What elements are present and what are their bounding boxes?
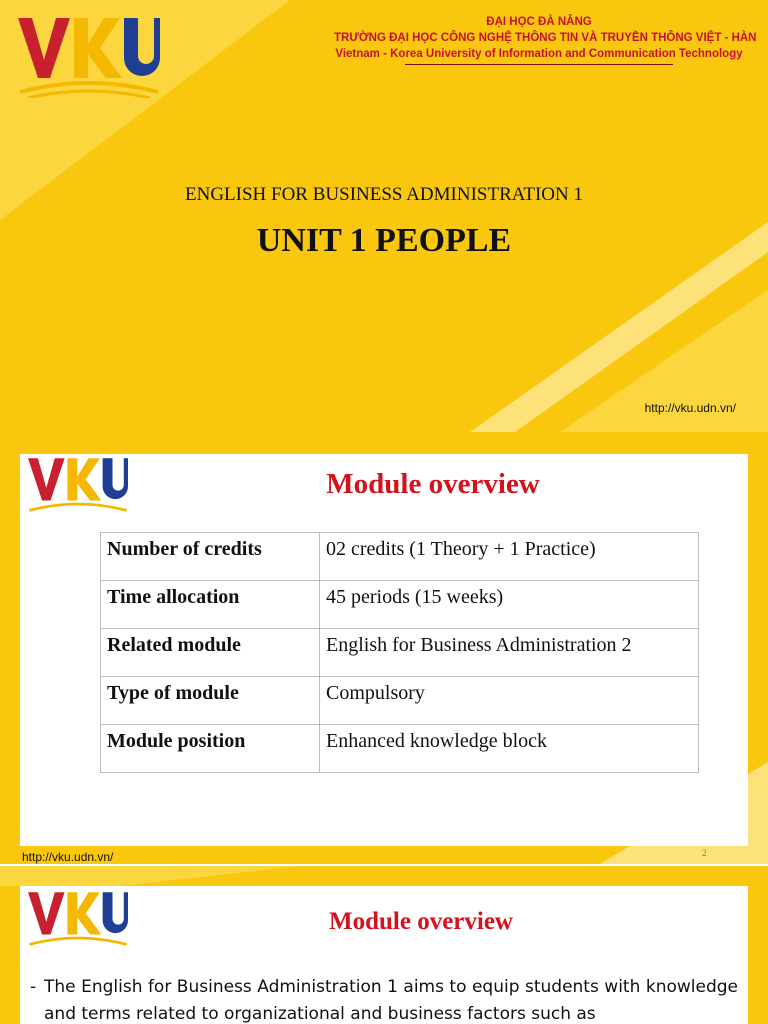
table-row xyxy=(101,725,699,773)
bullet-item xyxy=(30,974,738,1024)
table-row xyxy=(101,581,699,629)
header-divider xyxy=(405,64,673,65)
table-value-cell: Enhanced knowledge block xyxy=(320,725,699,773)
page-number: 2 xyxy=(702,848,707,858)
table-label-cell: Related module xyxy=(101,629,320,677)
university-line-3: Vietnam - Korea University of Information and Communication Technology xyxy=(335,48,743,60)
table-label-cell: Number of credits xyxy=(101,533,320,581)
vku-logo xyxy=(18,14,160,98)
bullet-marker: - xyxy=(30,977,37,997)
course-title: ENGLISH FOR BUSINESS ADMINISTRATION 1 xyxy=(185,184,583,205)
bullet-text: The English for Business Administration 1 aims to equip students with knowledge and terms related to organizational and business factors such as xyxy=(44,977,738,1024)
title-slide xyxy=(0,0,768,432)
website-url[interactable]: http://vku.udn.vn/ xyxy=(644,401,736,415)
table-row xyxy=(101,629,699,677)
table-value-cell: Compulsory xyxy=(320,677,699,725)
table-label-cell: Type of module xyxy=(101,677,320,725)
table-label-cell: Time allocation xyxy=(101,581,320,629)
table-label-cell: Module position xyxy=(101,725,320,773)
slide-title: Module overview xyxy=(326,468,540,500)
unit-title: UNIT 1 PEOPLE xyxy=(256,222,512,259)
university-line-1: ĐẠI HỌC ĐÀ NẴNG xyxy=(486,16,592,28)
module-overview-slide xyxy=(0,432,768,864)
module-overview-slide-2 xyxy=(0,866,768,1024)
table-value-cell: 45 periods (15 weeks) xyxy=(320,581,699,629)
university-header xyxy=(334,14,757,65)
module-overview-table xyxy=(100,532,699,773)
table-value-cell: 02 credits (1 Theory + 1 Practice) xyxy=(320,533,699,581)
table-value-cell: English for Business Administration 2 xyxy=(320,629,699,677)
slide-title: Module overview xyxy=(329,908,513,935)
table-row xyxy=(101,677,699,725)
university-line-2: TRƯỜNG ĐẠI HỌC CÔNG NGHỆ THÔNG TIN VÀ TRUYỀN THÔNG VIỆT - HÀN xyxy=(334,32,757,44)
website-url[interactable]: http://vku.udn.vn/ xyxy=(22,850,114,864)
table-row xyxy=(101,533,699,581)
